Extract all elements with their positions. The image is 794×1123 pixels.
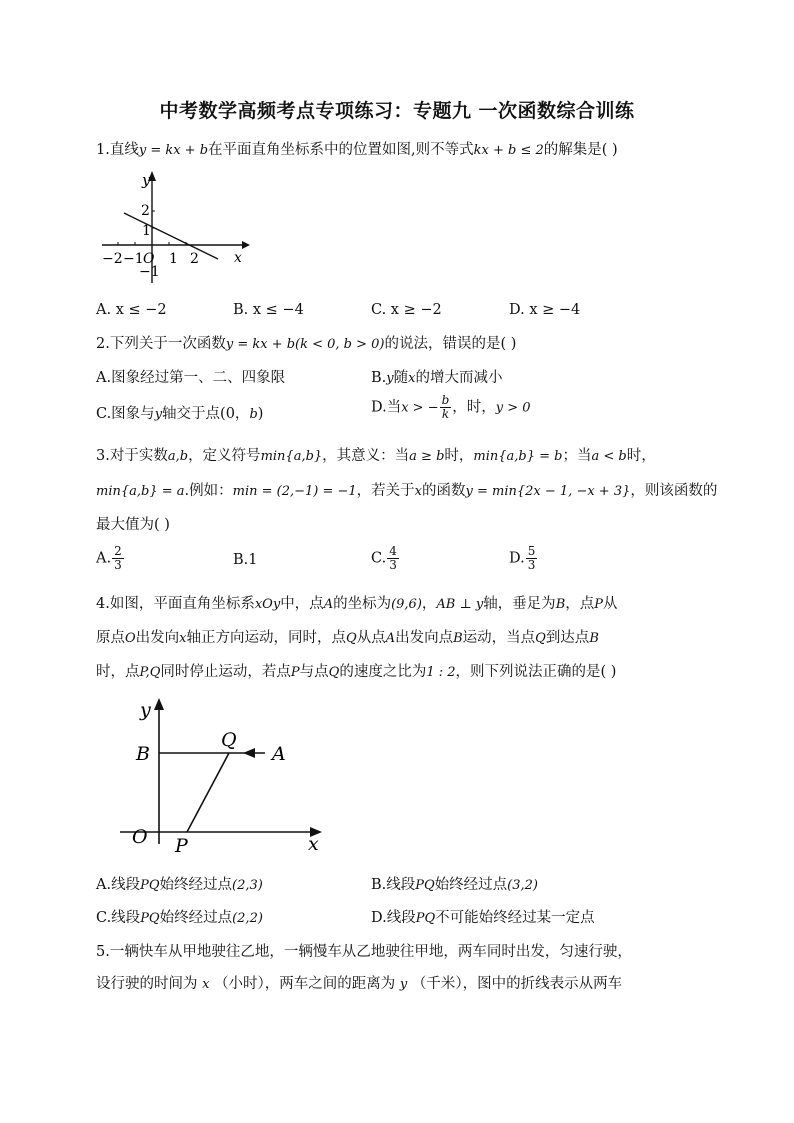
fraction: $\frac{b}{k}$ bbox=[441, 393, 450, 421]
question-4-option-c: C.线段PQ始终经过点(2,2) bbox=[96, 910, 263, 926]
question-3-stem-line-1: 3.对于实数a,b，定义符号min{a,b}，其意义：当a ≥ b时，min{a,b} = b；当a < b时， bbox=[96, 448, 656, 464]
question-4-stem-line-2: 原点O出发向x轴正方向运动，同时，点Q从点A出发向点B运动，当点Q到达点B bbox=[96, 630, 599, 646]
page-title: 中考数学高频考点专项练习：专题九 一次函数综合训练 bbox=[159, 100, 635, 122]
segment-pq bbox=[187, 753, 229, 832]
question-2-option-c: C.图象与y轴交于点(0，b) bbox=[96, 406, 264, 422]
point-q-label: Q bbox=[221, 729, 237, 751]
question-1-option-d: D. x ≥ −4 bbox=[509, 302, 581, 318]
question-5-stem-line-1: 5.一辆快车从甲地驶往乙地，一辆慢车从乙地驶往甲地，两车同时出发，匀速行驶， bbox=[96, 944, 632, 960]
question-1-option-a: A. x ≤ −2 bbox=[96, 302, 167, 318]
question-1-stem: 1.直线y = kx + b在平面直角坐标系中的位置如图,则不等式kx + b ≤ 2的解集是( ) bbox=[96, 142, 618, 158]
fraction: $\frac{5}{3}$ bbox=[527, 544, 536, 572]
question-3-option-b: B.1 bbox=[233, 552, 258, 568]
question-2-option-d: D.当x > − $\frac{b}{k}$ ，时，y > 0 bbox=[371, 393, 531, 421]
tick-label: 2 bbox=[141, 203, 150, 219]
question-3-option-a: A. $\frac{2}{3}$ bbox=[96, 544, 122, 572]
tick-label: −1 bbox=[139, 264, 160, 280]
point-b-label: B bbox=[136, 743, 150, 765]
point-a-label: A bbox=[272, 743, 286, 765]
question-1-option-c: C. x ≥ −2 bbox=[371, 302, 442, 318]
question-1-graph bbox=[96, 165, 256, 290]
x-axis-label: x bbox=[308, 833, 319, 855]
tick-label: −2 bbox=[102, 251, 123, 267]
origin-label: O bbox=[143, 251, 155, 267]
question-2-option-b: B.y随x的增大而减小 bbox=[371, 370, 503, 386]
origin-label: O bbox=[132, 826, 148, 848]
question-4-option-b: B.线段PQ始终经过点(3,2) bbox=[371, 877, 538, 893]
question-3-stem-line-3: 最大值为( ) bbox=[96, 517, 170, 533]
point-p-label: P bbox=[175, 835, 188, 856]
fraction: $\frac{4}{3}$ bbox=[389, 544, 397, 572]
question-2-option-a: A.图象经过第一、二、四象限 bbox=[96, 370, 286, 386]
x-axis-arrow-icon bbox=[242, 241, 250, 249]
y-axis-label: y bbox=[142, 171, 151, 189]
tick-label: −1 bbox=[123, 251, 144, 267]
tick-label: 1 bbox=[142, 223, 151, 239]
question-4-stem-line-1: 4.如图，平面直角坐标系xOy中，点A的坐标为(9,6)，AB ⊥ y轴，垂足为B，点P从 bbox=[96, 596, 618, 612]
y-axis-arrow-icon bbox=[154, 698, 164, 710]
question-4-figure bbox=[110, 694, 340, 856]
tick-label: 2 bbox=[190, 251, 199, 267]
question-5-stem-line-2: 设行驶的时间为 x （小时），两车之间的距离为 y （千米），图中的折线表示从两车 bbox=[96, 976, 623, 992]
question-4-stem-line-3: 时，点P,Q同时停止运动，若点P与点Q的速度之比为1 : 2，则下列说法正确的是( ) bbox=[96, 664, 617, 680]
direction-arrow-icon bbox=[243, 748, 255, 758]
tick-label: 1 bbox=[169, 251, 178, 267]
y-axis-label: y bbox=[140, 699, 151, 721]
x-axis-label: x bbox=[234, 250, 242, 266]
question-3-option-c: C. $\frac{4}{3}$ bbox=[371, 544, 397, 572]
fraction: $\frac{2}{3}$ bbox=[114, 544, 122, 572]
question-3-stem-line-2: min{a,b} = a.例如：min = (2,−1) = −1，若关于x的函数y = min{2x − 1, −x + 3}，则该函数的 bbox=[96, 483, 718, 499]
question-2-stem: 2.下列关于一次函数y = kx + b(k < 0, b > 0)的说法，错误的是( ) bbox=[96, 336, 517, 352]
question-4-option-d: D.线段PQ不可能始终经过某一定点 bbox=[371, 910, 595, 926]
question-1-option-b: B. x ≤ −4 bbox=[233, 302, 304, 318]
question-4-option-a: A.线段PQ始终经过点(2,3) bbox=[96, 877, 263, 893]
question-3-option-d: D. $\frac{5}{3}$ bbox=[509, 544, 536, 572]
